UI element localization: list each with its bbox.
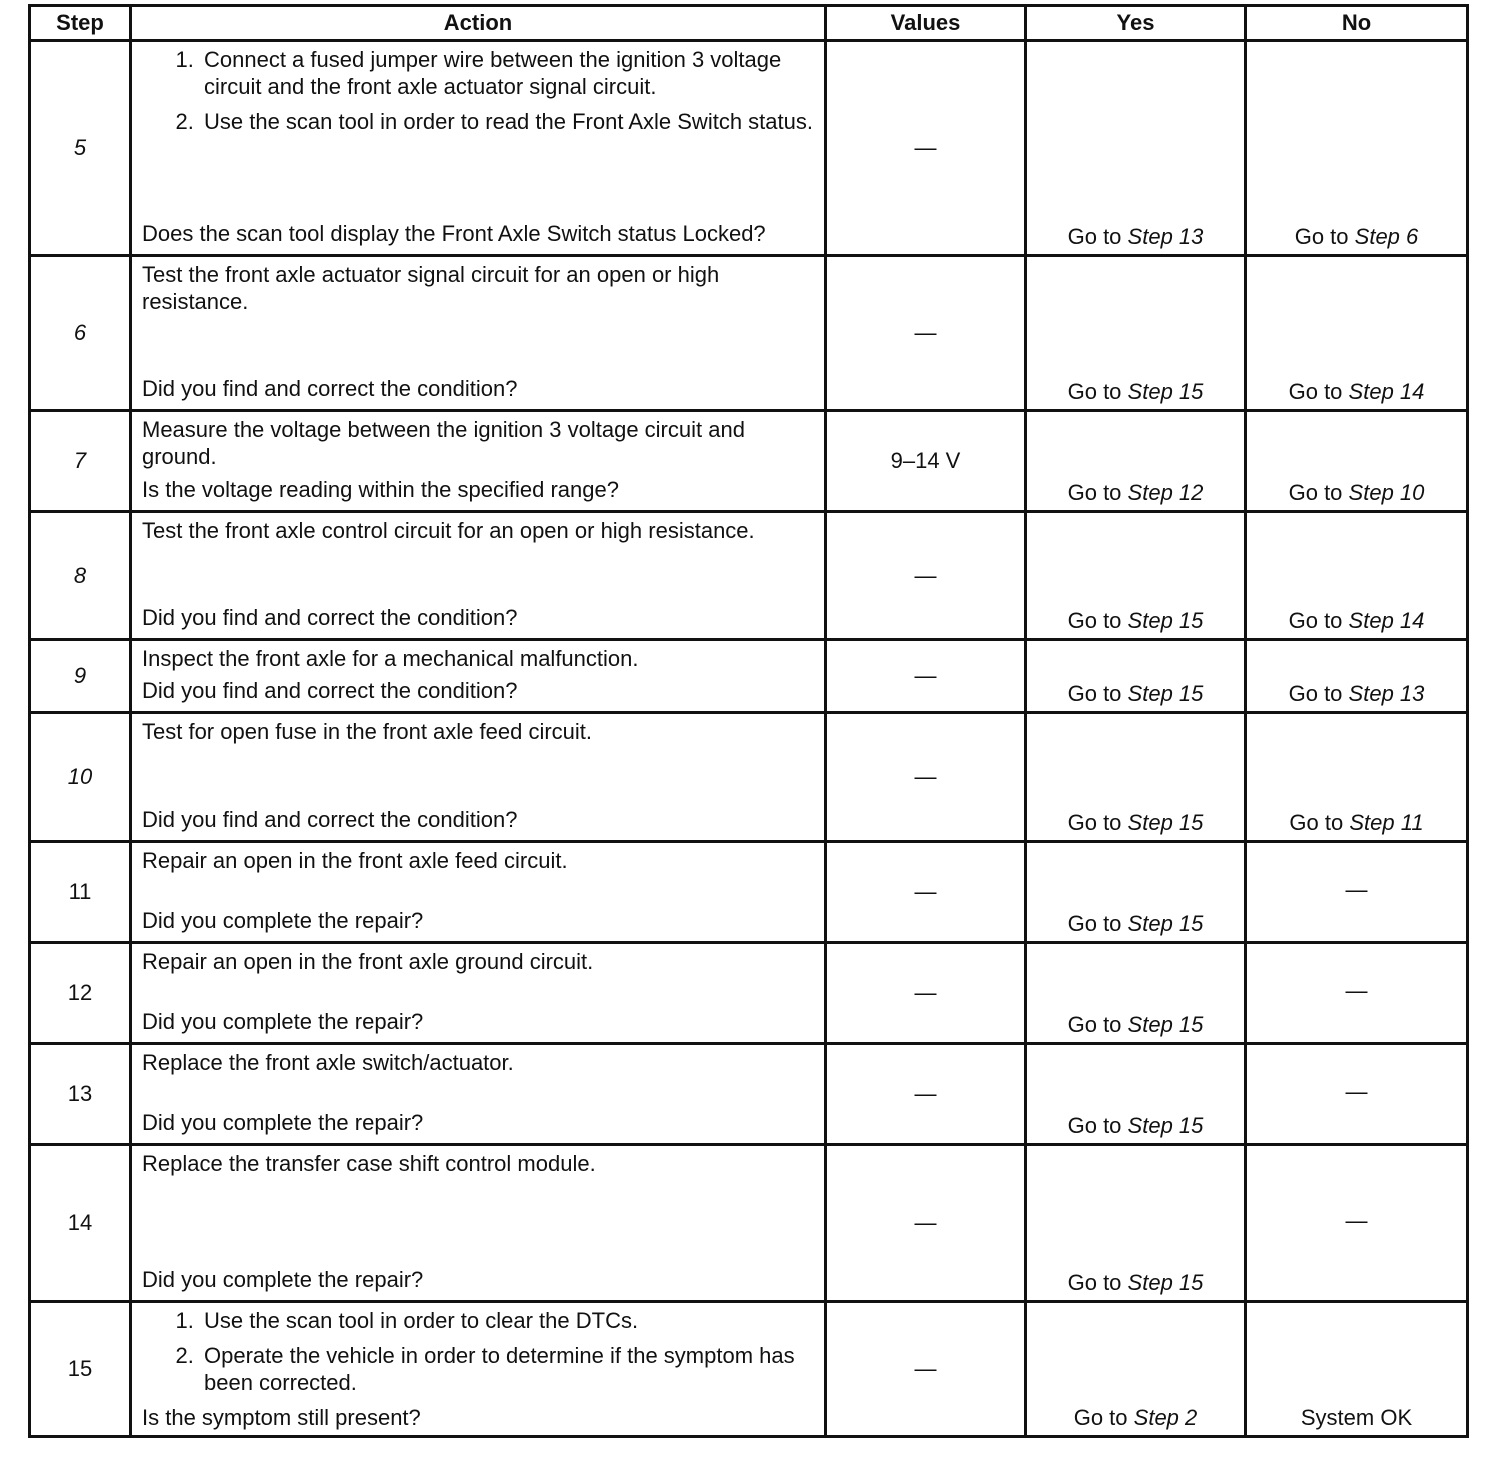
- action-cell: [131, 943, 826, 1044]
- values-cell: [826, 512, 1026, 640]
- no-result-text: System OK: [1300, 1405, 1413, 1430]
- yes-cell: [1026, 943, 1246, 1044]
- diagnostic-table: [28, 4, 1469, 1438]
- header-action: Action: [131, 6, 826, 41]
- values-cell: [826, 713, 1026, 842]
- step-ref: Step 2: [1133, 1405, 1198, 1430]
- action-instructions: [142, 718, 816, 745]
- yes-cell: [1026, 411, 1246, 512]
- action-instructions: [142, 261, 816, 315]
- action-content: [142, 645, 816, 704]
- action-instructions: [142, 1307, 816, 1404]
- action-instructions: [142, 847, 816, 874]
- values-cell: [826, 1044, 1026, 1145]
- step-cell: [30, 411, 131, 512]
- action-list-item: 1. Use the scan tool in order to clear the DTCs.: [200, 1307, 816, 1334]
- step-cell: [30, 1044, 131, 1145]
- goto-prefix: Go to: [1067, 1012, 1122, 1037]
- goto-prefix: Go to: [1067, 224, 1122, 249]
- goto-prefix: Go to: [1067, 911, 1122, 936]
- step-number: 7: [73, 448, 87, 473]
- action-text: Replace the front axle switch/actuator.: [142, 1050, 514, 1075]
- no-cell: [1246, 41, 1468, 256]
- action-cell: [131, 411, 826, 512]
- value-text: 9–14 V: [890, 448, 961, 473]
- step-ref: Step 14: [1348, 379, 1425, 404]
- step-ref: Step 6: [1354, 224, 1419, 249]
- value-text: —: [914, 1081, 937, 1106]
- value-text: —: [914, 764, 937, 789]
- value-text: —: [914, 135, 937, 160]
- action-question: Did you find and correct the condition?: [142, 678, 518, 703]
- action-text: Replace the transfer case shift control module.: [142, 1151, 596, 1176]
- table-row: [30, 41, 1468, 256]
- yes-cell: [1026, 713, 1246, 842]
- goto-prefix: Go to: [1067, 810, 1122, 835]
- action-cell: [131, 1302, 826, 1437]
- action-question: Does the scan tool display the Front Axle Switch status Locked?: [142, 221, 766, 246]
- no-cell: [1246, 713, 1468, 842]
- step-cell: [30, 943, 131, 1044]
- action-text: Test for open fuse in the front axle feed circuit.: [142, 719, 593, 744]
- step-ref: Step 15: [1127, 681, 1204, 706]
- step-ref: Step 15: [1127, 810, 1204, 835]
- goto-prefix: Go to: [1288, 608, 1343, 633]
- step-cell: [30, 1302, 131, 1437]
- value-text: —: [914, 562, 937, 588]
- action-list-item: 2. Operate the vehicle in order to determine if the symptom has been corrected.: [200, 1342, 816, 1396]
- action-instructions: [142, 517, 816, 544]
- action-instructions: [142, 46, 816, 143]
- no-value-text: —: [1345, 1079, 1368, 1104]
- action-instructions: [142, 1049, 816, 1076]
- action-content: [142, 46, 816, 247]
- action-question: Did you find and correct the condition?: [142, 605, 518, 630]
- action-content: [142, 517, 816, 631]
- yes-cell: [1026, 41, 1246, 256]
- action-content: [142, 416, 816, 503]
- step-ref: Step 14: [1348, 608, 1425, 633]
- table-row: [30, 1044, 1468, 1145]
- step-cell: [30, 1145, 131, 1302]
- step-number: 13: [67, 1081, 93, 1106]
- action-steps-list: [142, 46, 816, 135]
- no-cell: [1246, 1044, 1468, 1145]
- yes-goto-link[interactable]: [1068, 1012, 1204, 1037]
- header-no: No: [1246, 6, 1468, 41]
- values-cell: [826, 1302, 1026, 1437]
- goto-prefix: Go to: [1067, 379, 1122, 404]
- action-text: Repair an open in the front axle feed circuit.: [142, 848, 568, 873]
- header-values: Values: [826, 6, 1026, 41]
- step-ref: Step 15: [1127, 608, 1204, 633]
- action-instructions: [142, 416, 816, 470]
- action-instructions: [142, 645, 816, 672]
- step-ref: Step 11: [1349, 810, 1424, 835]
- table-row: [30, 713, 1468, 842]
- yes-goto-link[interactable]: [1068, 608, 1204, 633]
- no-goto-link[interactable]: [1289, 608, 1425, 633]
- no-value-text: —: [1345, 1208, 1368, 1233]
- step-ref: Step 15: [1127, 1270, 1204, 1295]
- goto-prefix: Go to: [1294, 224, 1349, 249]
- step-ref: Step 12: [1127, 480, 1204, 505]
- yes-goto-link[interactable]: [1068, 1270, 1204, 1295]
- step-number: 12: [67, 980, 93, 1005]
- yes-cell: [1026, 1302, 1246, 1437]
- value-text: —: [914, 980, 937, 1005]
- value-text: —: [914, 663, 937, 688]
- values-cell: [826, 1145, 1026, 1302]
- action-question: Did you complete the repair?: [142, 1110, 424, 1135]
- action-question: Did you find and correct the condition?: [142, 807, 518, 832]
- step-number: 6: [73, 320, 87, 345]
- action-question: Did you complete the repair?: [142, 1267, 424, 1292]
- no-value-text: —: [1345, 978, 1368, 1003]
- yes-cell: [1026, 256, 1246, 411]
- action-cell: [131, 1044, 826, 1145]
- action-text: Repair an open in the front axle ground circuit.: [142, 949, 594, 974]
- action-question: Is the voltage reading within the specified range?: [142, 477, 619, 502]
- step-ref: Step 13: [1348, 681, 1425, 706]
- values-cell: [826, 842, 1026, 943]
- action-list-item: 1. Connect a fused jumper wire between the ignition 3 voltage circuit and the front axle actuator signal circuit.: [200, 46, 816, 100]
- values-cell: [826, 640, 1026, 713]
- yes-goto-link[interactable]: [1074, 1405, 1198, 1430]
- yes-goto-link[interactable]: [1068, 1113, 1204, 1138]
- value-text: —: [914, 879, 937, 904]
- table-header-row: [30, 6, 1468, 41]
- table-row: [30, 512, 1468, 640]
- action-question: Is the symptom still present?: [142, 1405, 421, 1430]
- action-text: Measure the voltage between the ignition 3 voltage circuit and ground.: [142, 417, 745, 469]
- step-cell: [30, 41, 131, 256]
- goto-prefix: Go to: [1067, 681, 1122, 706]
- step-cell: [30, 640, 131, 713]
- action-cell: [131, 1145, 826, 1302]
- action-content: [142, 1049, 816, 1136]
- action-content: [142, 1307, 816, 1431]
- step-cell: [30, 842, 131, 943]
- action-cell: [131, 256, 826, 411]
- no-cell: [1246, 512, 1468, 640]
- action-question: Did you find and correct the condition?: [142, 376, 518, 401]
- action-cell: [131, 512, 826, 640]
- step-number: 11: [68, 879, 92, 904]
- action-cell: [131, 842, 826, 943]
- no-goto-link[interactable]: [1295, 224, 1419, 249]
- yes-cell: [1026, 512, 1246, 640]
- no-goto-link[interactable]: [1289, 810, 1423, 835]
- yes-goto-link[interactable]: [1068, 224, 1204, 249]
- table-row: [30, 842, 1468, 943]
- step-ref: Step 15: [1127, 1012, 1204, 1037]
- no-cell: [1246, 943, 1468, 1044]
- no-cell: [1246, 256, 1468, 411]
- yes-cell: [1026, 842, 1246, 943]
- action-text: Test the front axle control circuit for an open or high resistance.: [142, 518, 755, 543]
- step-cell: [30, 512, 131, 640]
- yes-goto-link[interactable]: [1068, 911, 1204, 936]
- goto-prefix: Go to: [1067, 1270, 1122, 1295]
- values-cell: [826, 41, 1026, 256]
- action-steps-list: [142, 1307, 816, 1396]
- action-text: Inspect the front axle for a mechanical malfunction.: [142, 646, 639, 671]
- goto-prefix: Go to: [1289, 810, 1344, 835]
- yes-goto-link[interactable]: [1068, 810, 1204, 835]
- no-cell: [1246, 411, 1468, 512]
- action-content: [142, 261, 816, 402]
- table-body: [30, 41, 1468, 1437]
- action-cell: [131, 640, 826, 713]
- yes-goto-link[interactable]: [1068, 379, 1204, 404]
- yes-cell: [1026, 640, 1246, 713]
- step-number: 10: [67, 764, 93, 789]
- yes-cell: [1026, 1145, 1246, 1302]
- step-cell: [30, 256, 131, 411]
- action-instructions: [142, 1150, 816, 1177]
- step-number: 5: [73, 135, 87, 160]
- value-text: —: [914, 1210, 937, 1235]
- action-cell: [131, 41, 826, 256]
- step-number: 8: [73, 562, 87, 588]
- step-ref: Step 15: [1127, 379, 1204, 404]
- no-goto-link[interactable]: [1289, 681, 1425, 706]
- step-ref: Step 13: [1127, 224, 1204, 249]
- action-instructions: [142, 948, 816, 975]
- table-row: [30, 256, 1468, 411]
- yes-cell: [1026, 1044, 1246, 1145]
- step-number: 9: [73, 663, 87, 688]
- action-content: [142, 948, 816, 1035]
- step-ref: Step 15: [1127, 1113, 1204, 1138]
- action-content: [142, 1150, 816, 1293]
- action-text: Test the front axle actuator signal circuit for an open or high resistance.: [142, 262, 720, 314]
- goto-prefix: Go to: [1067, 1113, 1122, 1138]
- values-cell: [826, 943, 1026, 1044]
- header-step: Step: [30, 6, 131, 41]
- values-cell: [826, 256, 1026, 411]
- action-content: [142, 847, 816, 934]
- step-ref: Step 10: [1348, 480, 1425, 505]
- goto-prefix: Go to: [1073, 1405, 1128, 1430]
- yes-goto-link[interactable]: [1068, 681, 1204, 706]
- action-content: [142, 718, 816, 833]
- action-list-item: 2. Use the scan tool in order to read the Front Axle Switch status.: [200, 108, 816, 135]
- no-cell: [1246, 842, 1468, 943]
- table-row: [30, 640, 1468, 713]
- table-row: [30, 1302, 1468, 1437]
- goto-prefix: Go to: [1067, 480, 1122, 505]
- values-cell: [826, 411, 1026, 512]
- value-text: —: [914, 1356, 937, 1381]
- table-row: [30, 411, 1468, 512]
- step-ref: Step 15: [1127, 911, 1204, 936]
- step-number: 15: [67, 1356, 93, 1381]
- no-cell: [1246, 640, 1468, 713]
- no-cell: [1246, 1145, 1468, 1302]
- table-row: [30, 1145, 1468, 1302]
- goto-prefix: Go to: [1288, 379, 1343, 404]
- no-value-text: —: [1345, 877, 1368, 902]
- goto-prefix: Go to: [1288, 480, 1343, 505]
- no-cell: [1246, 1302, 1468, 1437]
- no-goto-link[interactable]: [1289, 480, 1425, 505]
- no-goto-link[interactable]: [1289, 379, 1425, 404]
- step-number: 14: [67, 1210, 93, 1235]
- value-text: —: [914, 320, 937, 345]
- table-row: [30, 943, 1468, 1044]
- action-question: Did you complete the repair?: [142, 1009, 424, 1034]
- yes-goto-link[interactable]: [1068, 480, 1204, 505]
- goto-prefix: Go to: [1067, 608, 1122, 633]
- step-cell: [30, 713, 131, 842]
- action-cell: [131, 713, 826, 842]
- action-question: Did you complete the repair?: [142, 908, 424, 933]
- goto-prefix: Go to: [1288, 681, 1343, 706]
- header-yes: Yes: [1026, 6, 1246, 41]
